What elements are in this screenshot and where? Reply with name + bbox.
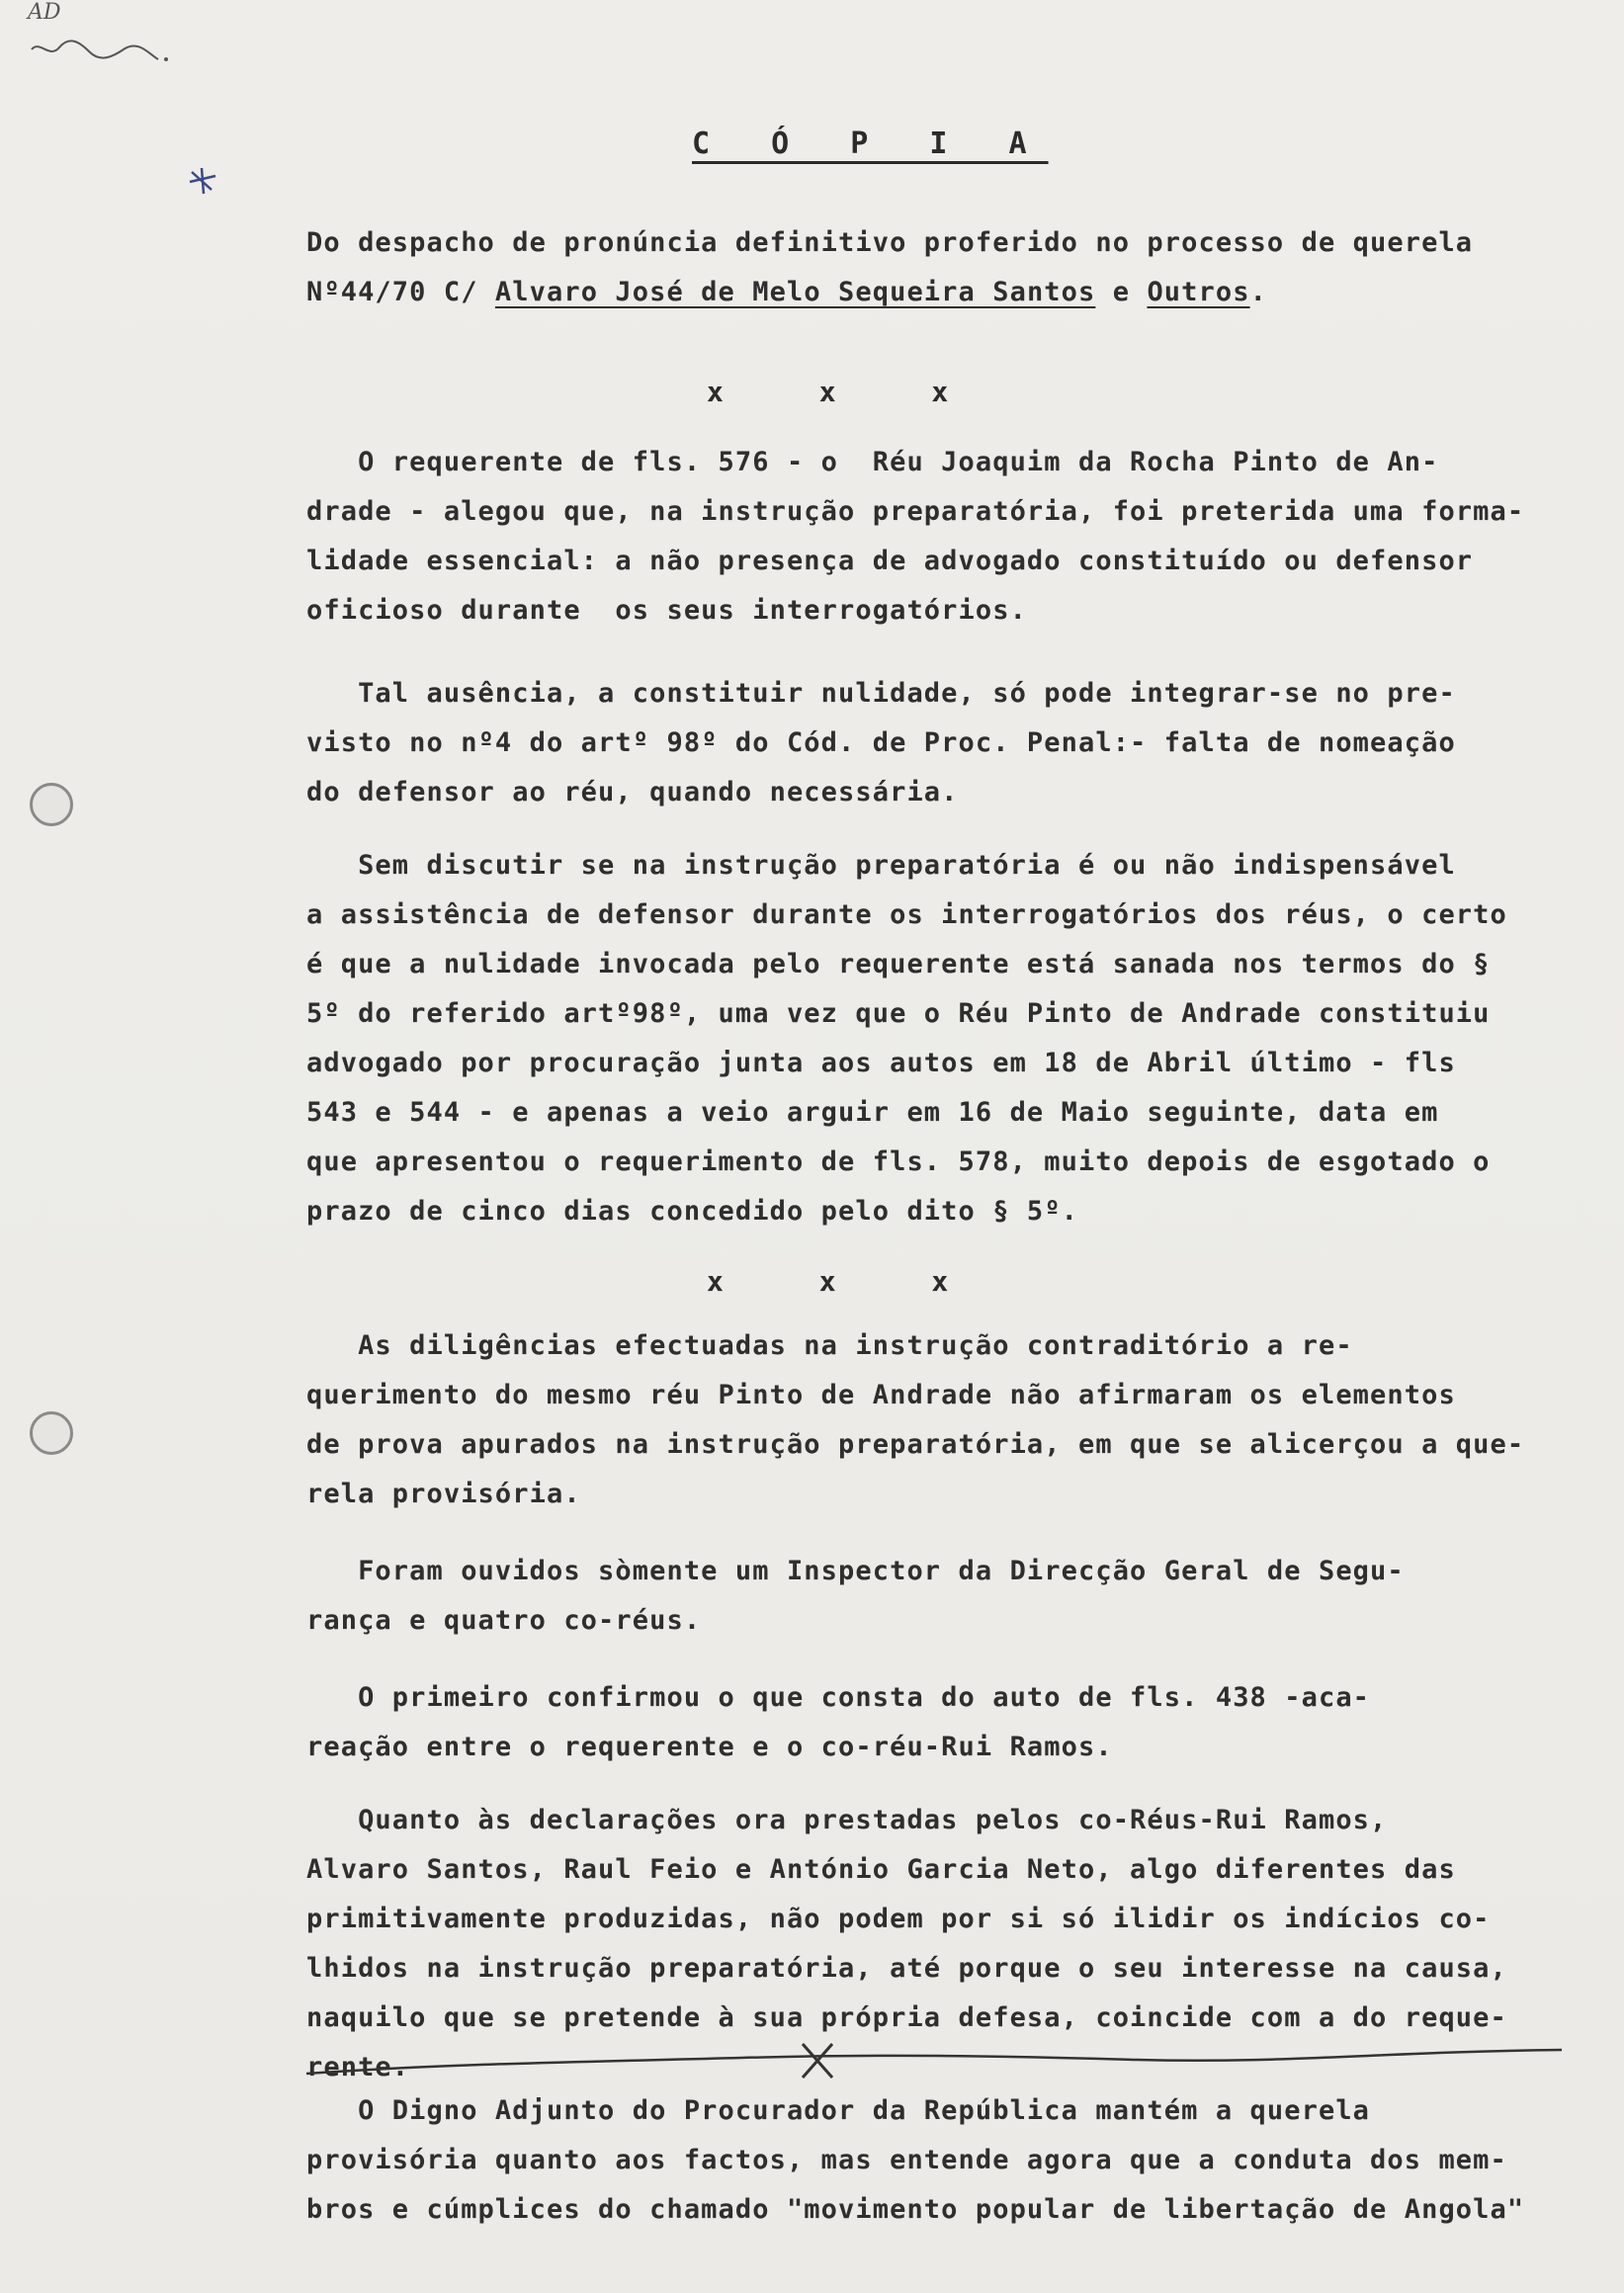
punch-hole-upper bbox=[30, 783, 73, 826]
p4-line-1: As diligências efectuadas na instrução contraditório a re- bbox=[306, 1330, 1353, 1361]
p8-line-3: bros e cúmplices do chamado "movimento popular de libertação de Angola" bbox=[306, 2194, 1525, 2225]
p6-line-1: O primeiro confirmou o que consta do auto de fls. 438 -aca- bbox=[306, 1682, 1371, 1713]
p1-line-4: oficioso durante os seus interrogatórios. bbox=[306, 595, 1027, 626]
p7-line-1: Quanto às declarações ora prestadas pelos co-Réus-Rui Ramos, bbox=[306, 1805, 1388, 1835]
p3-line-7: que apresentou o requerimento de fls. 578, muito depois de esgotado o bbox=[306, 1146, 1491, 1177]
handwritten-star-mark bbox=[186, 164, 219, 198]
p2-line-2: visto no nº4 do artº 98º do Cód. de Proc. Penal:- falta de nomeação bbox=[306, 727, 1456, 758]
p2-line-1: Tal ausência, a constituir nulidade, só pode integrar-se no pre- bbox=[306, 678, 1456, 709]
p3-line-5: advogado por procuração junta aos autos em 18 de Abril último - fls bbox=[306, 1048, 1456, 1078]
p5-line-2: rança e quatro co-réus. bbox=[306, 1605, 702, 1636]
p1-line-3: lidade essencial: a não presença de advogado constituído ou defensor bbox=[306, 546, 1474, 576]
subtitle-others: Outros bbox=[1147, 277, 1250, 307]
p8-line-2: provisória quanto aos factos, mas entende agora que a conduta dos mem- bbox=[306, 2145, 1507, 2175]
p3-line-3: é que a nulidade invocada pelo requerente está sanada nos termos do § bbox=[306, 949, 1491, 979]
p7-line-4: lhidos na instrução preparatória, até porque o seu interesse na causa, bbox=[306, 1953, 1507, 1984]
p7-line-6: rente. bbox=[306, 2052, 410, 2082]
p4-line-3: de prova apurados na instrução preparatória, em que se alicerçou a que- bbox=[306, 1429, 1525, 1460]
document-title: C Ó P I A bbox=[692, 127, 1049, 161]
p3-line-1: Sem discutir se na instrução preparatória é ou não indispensável bbox=[306, 850, 1456, 881]
punch-hole-lower bbox=[30, 1411, 73, 1455]
p8-line-1: O Digno Adjunto do Procurador da República mantém a querela bbox=[306, 2095, 1371, 2126]
subtitle-line-1: Do despacho de pronúncia definitivo proferido no processo de querela bbox=[306, 227, 1474, 258]
p5-line-1: Foram ouvidos sòmente um Inspector da Direcção Geral de Segu- bbox=[306, 1556, 1405, 1586]
separator-1: x x x bbox=[707, 376, 988, 408]
p2-line-3: do defensor ao réu, quando necessária. bbox=[306, 777, 959, 807]
p6-line-2: reação entre o requerente e o co-réu-Rui Ramos. bbox=[306, 1732, 1113, 1762]
handwritten-scribble bbox=[30, 30, 168, 69]
p4-line-4: rela provisória. bbox=[306, 1479, 581, 1509]
separator-2: x x x bbox=[707, 1265, 988, 1298]
subtitle-line-2 bbox=[306, 277, 1267, 307]
p3-line-8: prazo de cinco dias concedido pelo dito § 5º. bbox=[306, 1196, 1078, 1227]
accused-name: Alvaro José de Melo Sequeira Santos bbox=[494, 277, 1096, 307]
p7-line-2: Alvaro Santos, Raul Feio e António Garcia Neto, algo diferentes das bbox=[306, 1854, 1456, 1885]
p3-line-2: a assistência de defensor durante os interrogatórios dos réus, o certo bbox=[306, 899, 1507, 930]
handwritten-corner-mark: AD bbox=[28, 0, 61, 25]
p1-line-2: drade - alegou que, na instrução preparatória, foi preterida uma forma- bbox=[306, 496, 1525, 527]
p3-line-4: 5º do referido artº98º, uma vez que o Réu Pinto de Andrade constituiu bbox=[306, 998, 1491, 1029]
p3-line-6: 543 e 544 - e apenas a veio arguir em 16 de Maio seguinte, data em bbox=[306, 1097, 1439, 1128]
p7-line-5: naquilo que se pretende à sua própria defesa, coincide com a do reque- bbox=[306, 2002, 1507, 2033]
subtitle-mid: e bbox=[1095, 277, 1148, 307]
subtitle-pre: Nº44/70 C/ bbox=[306, 277, 495, 307]
handwritten-divider-line bbox=[297, 2034, 1581, 2083]
subtitle-end: . bbox=[1249, 277, 1267, 307]
p1-line-1: O requerente de fls. 576 - o Réu Joaquim da Rocha Pinto de An- bbox=[306, 447, 1439, 477]
p4-line-2: querimento do mesmo réu Pinto de Andrade não afirmaram os elementos bbox=[306, 1380, 1456, 1410]
p7-line-3: primitivamente produzidas, não podem por si só ilidir os indícios co- bbox=[306, 1904, 1491, 1934]
